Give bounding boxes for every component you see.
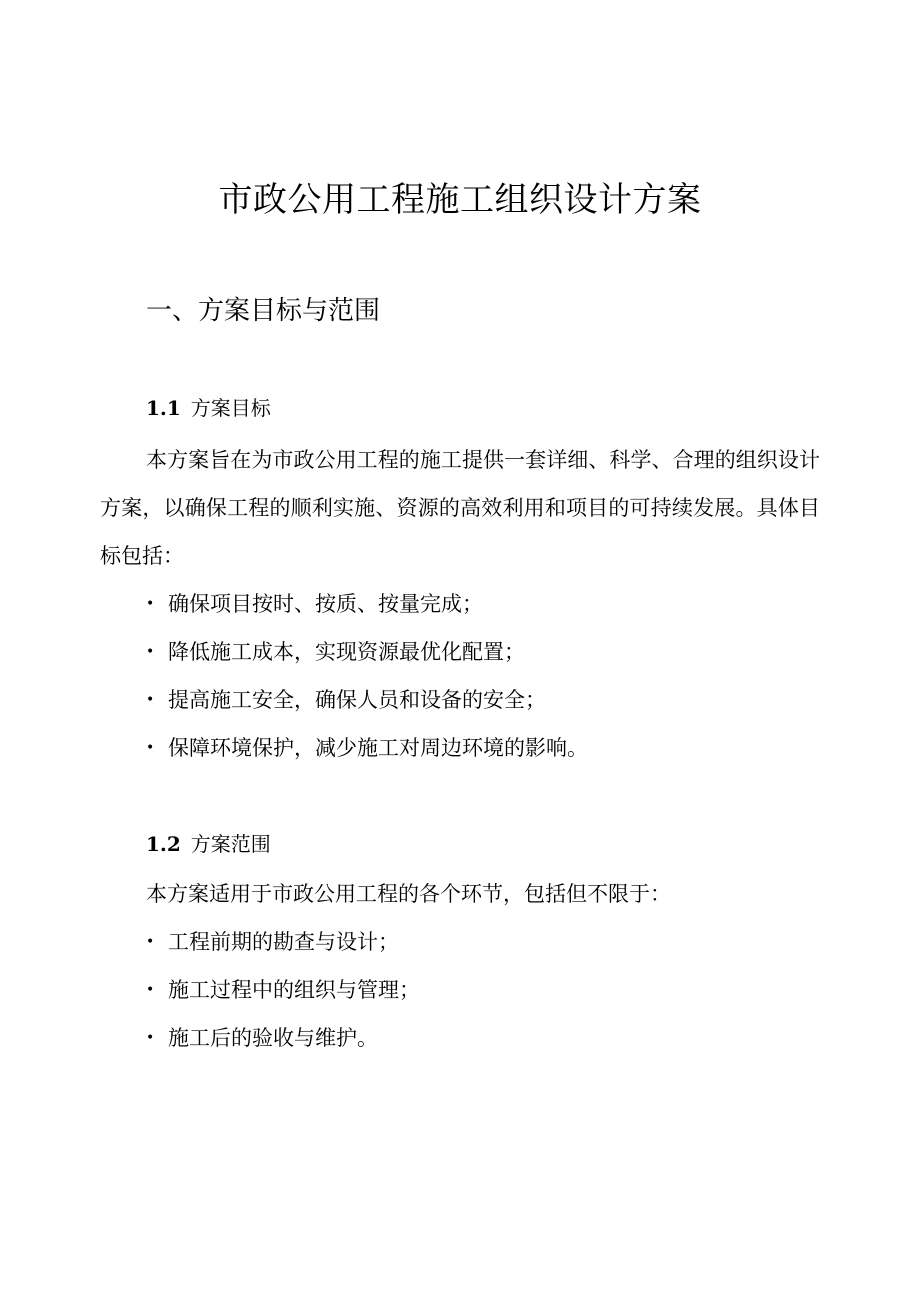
bullet-icon: • [146,1030,155,1046]
scope-list [146,918,420,1062]
subsection-heading-scope [146,828,271,860]
bullet-icon: • [146,596,155,612]
document-title: 市政公用工程施工组织设计方案 [218,180,702,220]
objectives-list [146,580,588,772]
subsection-label: 方案目标 [190,396,271,420]
list-item-text: 降低施工成本，实现资源最优化配置； [168,640,525,664]
list-item [146,580,588,628]
subsection-heading-objectives [146,392,271,424]
bullet-icon: • [146,740,155,756]
list-item-text: 保障环境保护，减少施工对周边环境的影响。 [168,736,588,760]
subsection-label: 方案范围 [190,832,271,856]
list-item-text: 施工过程中的组织与管理； [168,978,420,1002]
list-item-text: 确保项目按时、按质、按量完成； [168,592,483,616]
bullet-icon: • [146,692,155,708]
list-item [146,628,588,676]
list-item [146,918,420,966]
subsection-number: 1.1 [146,396,181,420]
list-item [146,724,588,772]
list-item-text: 提高施工安全，确保人员和设备的安全； [168,688,546,712]
list-item [146,966,420,1014]
bullet-icon: • [146,934,155,950]
section-heading: 一、方案目标与范围 [146,296,381,326]
list-item-text: 施工后的验收与维护。 [168,1026,378,1050]
objectives-paragraph: 本方案旨在为市政公用工程的施工提供一套详细、科学、合理的组织设计方案，以确保工程的顺利实施、资源的高效利用和项目的可持续发展。具体目标包括： [100,448,820,568]
bullet-icon: • [146,982,155,998]
subsection-number: 1.2 [146,832,181,856]
list-item [146,676,588,724]
scope-paragraph: 本方案适用于市政公用工程的各个环节，包括但不限于： [146,882,671,906]
list-item-text: 工程前期的勘查与设计； [168,930,399,954]
bullet-icon: • [146,644,155,660]
list-item [146,1014,420,1062]
